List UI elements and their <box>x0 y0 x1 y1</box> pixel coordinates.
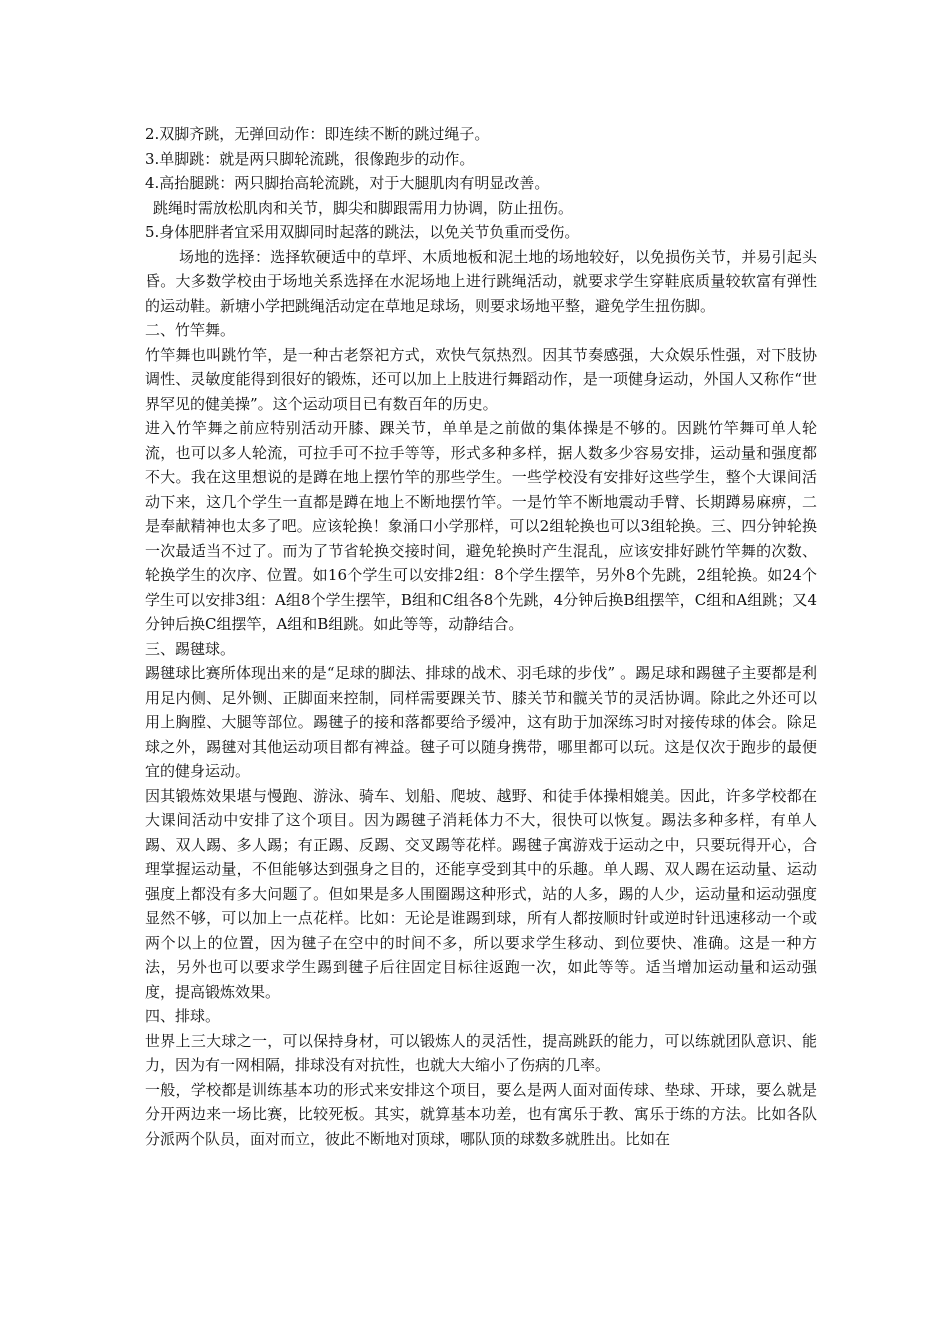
bamboo-dance-intro-paragraph: 竹竿舞也叫跳竹竿，是一种古老祭祀方式，欢快气氛热烈。因其节奏感强，大众娱乐性强，对下肢协调性、灵敏度能得到很好的锻炼，还可以加上上肢进行舞蹈动作，是一项健身运动，外国人又称作“世界罕见的健美操”。这个运动项目已有数百年的历史。 <box>145 345 817 413</box>
rope-skip-safety-note: 跳绳时需放松肌肉和关节，脚尖和脚跟需用力协调，防止扭伤。 <box>153 198 574 217</box>
shuttlecock-methods-paragraph: 因其锻炼效果堪与慢跑、游泳、骑车、划船、爬坡、越野、和徒手体操相媲美。因此，许多学校都在大课间活动中安排了这个项目。因为踢毽子消耗体力不大，很快可以恢复。踢法多种多样，有单人踢、双人踢、多人踢；有正踢、反踢、交叉踢等花样。踢毽子寓游戏于运动之中，只要玩得开心，合理掌握运动量，不但能够达到强身之目的，还能享受到其中的乐趣。单人踢、双人踢在运动量、运动强度上都没有多大问题了。但如果是多人围圈踢这种形式，站的人多，踢的人少，运动量和运动强度显然不够，可以加上一点花样。比如：无论是谁踢到球，所有人都按顺时针或逆时针迅速移动一个或两个以上的位置，因为毽子在空中的时间不多，所以要求学生移动、到位要快、准确。这是一种方法，另外也可以要求学生踢到毽子后往固定目标往返跑一次，如此等等。适当增加运动量和运动强度，提高锻炼效果。 <box>145 786 817 1001</box>
rope-skip-item-2: 2.双脚齐跳，无弹回动作：即连续不断的跳过绳子。 <box>145 125 490 143</box>
volleyball-training-paragraph: 一般，学校都是训练基本功的形式来安排这个项目，要么是两人面对面传球、垫球、开球，要么就是分开两边来一场比赛，比较死板。其实，就算基本功差，也有寓乐于教、寓乐于练的方法。比如各队分派两个队员，面对而立，彼此不断地对顶球，哪队顶的球数多就胜出。比如在 <box>145 1080 817 1148</box>
bamboo-dance-rotation-paragraph: 进入竹竿舞之前应特别活动开膝、踝关节，单单是之前做的集体操是不够的。因跳竹竿舞可单人轮流，也可以多人轮流，可拉手可不拉手等等，形式多种多样，据人数多少容易安排，运动量和强度都不大。我在这里想说的是蹲在地上摆竹竿的那些学生。一些学校没有安排好这些学生，整个大课间活动下来，这几个学生一直都是蹲在地上不断地摆竹竿。一是竹竿不断地震动手臂、长期蹲易麻痹，二是奉献精神也太多了吧。应该轮换！象涌口小学那样，可以2组轮换也可以3组轮换。三、四分钟轮换一次最适当不过了。而为了节省轮换交接时间，避免轮换时产生混乱，应该安排好跳竹竿舞的次数、轮换学生的次序、位置。如16个学生可以安排2组：8个学生摆竿，另外8个先跳，2组轮换。如24个学生可以安排3组：A组8个学生摆竿，B组和C组各8个先跳，4分钟后换B组摆竿，C组和A组跳；又4分钟后换C组摆竿，A组和B组跳。如此等等，动静结合。 <box>145 419 817 633</box>
rope-skip-item-5: 5.身体肥胖者宜采用双脚同时起落的跳法，以免关节负重而受伤。 <box>145 223 580 241</box>
rope-skip-item-4: 4.高抬腿跳：两只脚抬高轮流跳，对于大腿肌肉有明显改善。 <box>145 174 550 192</box>
section-heading-volleyball: 四、排球。 <box>145 1007 221 1025</box>
section-heading-bamboo-dance: 二、竹竿舞。 <box>145 321 236 339</box>
volleyball-intro-paragraph: 世界上三大球之一，可以保持身材，可以锻炼人的灵活性，提高跳跃的能力，可以练就团队意识、能力，因为有一网相隔，排球没有对抗性，也就大大缩小了伤病的几率。 <box>145 1031 817 1074</box>
shuttlecock-intro-paragraph: 踢毽球比赛所体现出来的是“足球的脚法、排球的战术、羽毛球的步伐” 。踢足球和踢毽子主要都是利用足内侧、足外铡、正脚面来控制，同样需要踝关节、膝关节和髋关节的灵活协调。除此之外还可以用上胸膛、大腿等部位。踢毽子的接和落都要给予缓冲，这有助于加深练习时对接传球的体会。除足球之外，踢毽对其他运动项目都有裨益。毽子可以随身携带，哪里都可以玩。这是仅次于跑步的最便宜的健身运动。 <box>145 664 817 780</box>
document-body <box>145 122 817 1151</box>
venue-selection-paragraph: 场地的选择：选择软硬适中的草坪、木质地板和泥土地的场地较好，以免损伤关节，并易引起头昏。大多数学校由于场地关系选择在水泥场地上进行跳绳活动，就要求学生穿鞋底质量较软富有弹性的运动鞋。新塘小学把跳绳活动定在草地足球场，则要求场地平整，避免学生扭伤脚。 <box>145 247 817 315</box>
rope-skip-item-3: 3.单脚跳：就是两只脚轮流跳，很像跑步的动作。 <box>145 149 475 168</box>
section-heading-shuttlecock: 三、踢毽球。 <box>145 639 236 658</box>
